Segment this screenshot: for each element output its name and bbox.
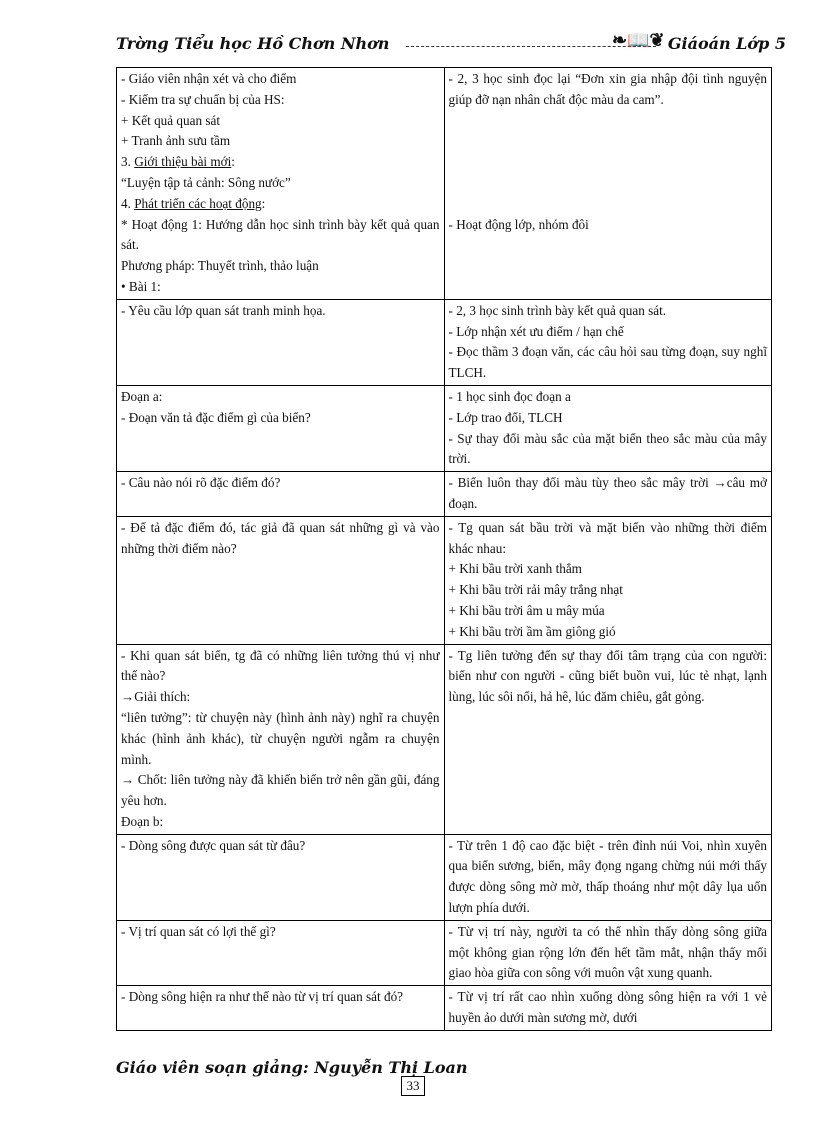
cell-line: - Dòng sông hiện ra như thế nào từ vị trí quan sát đó?	[121, 989, 404, 1005]
cell-line: * Hoạt động 1: Hướng dẫn học sinh trình bày kết quả quan sát.	[121, 216, 440, 253]
cell-line: - 2, 3 học sinh đọc lại “Đơn xin gia nhập đội tình nguyện giúp đỡ nạn nhân chất độc màu da cam”.	[448, 71, 767, 107]
teacher-activity-cell	[117, 920, 445, 985]
section-heading: Phát triển các hoạt động	[134, 195, 262, 211]
book-ornament-icon: ❧📖❦	[612, 30, 665, 51]
cell-line	[121, 194, 440, 215]
cell-line	[449, 194, 768, 215]
cell-line	[449, 152, 768, 173]
table-row	[117, 472, 772, 517]
lesson-table-body	[117, 68, 772, 1031]
cell-line: - Từ vị trí này, người ta có thể nhìn thấy dòng sông giữa một không gian rộng lớn đến hết tầm mắt, nhận thấy mối giao hòa giữa con sông với muôn vật xung quanh.	[448, 923, 767, 981]
cell-line: - Sự thay đổi màu sắc của mặt biển theo sắc màu của mây trời.	[448, 430, 767, 467]
cell-line: - Tg quan sát bầu trời và mặt biển vào những thời điểm khác nhau:	[448, 519, 767, 556]
cell-line: Đoạn a:	[121, 388, 163, 404]
section-colon: :	[261, 195, 266, 211]
student-activity-cell	[444, 385, 772, 471]
lesson-table-container	[116, 67, 772, 1031]
section-heading: Giới thiệu bài mới	[134, 154, 232, 170]
page-number: 33	[401, 1076, 425, 1096]
page-header	[116, 30, 786, 60]
cell-line: - Đọc thầm 3 đoạn văn, các câu hỏi sau từng đoạn, suy nghĩ TLCH.	[448, 344, 767, 381]
cell-line: - Vị trí quan sát có lợi thế gì?	[121, 923, 276, 939]
teacher-activity-cell	[117, 516, 445, 644]
cell-line: - Đoạn văn tả đặc điểm gì của biển?	[121, 409, 311, 425]
cell-line: - Biển luôn thay đổi màu tùy theo sắc mây trời →câu mở đoạn.	[448, 475, 767, 511]
cell-line: “liên tưởng”: từ chuyện này (hình ảnh này) nghĩ ra chuyện khác (hình ảnh khác), từ chuyện người ngẫm ra chuyện mình.	[121, 709, 440, 767]
cell-line: →Giải thích:	[121, 689, 191, 705]
cell-line: - Lớp trao đổi, TLCH	[448, 409, 563, 425]
student-activity-cell	[444, 986, 772, 1031]
lesson-table	[116, 67, 772, 1031]
cell-line: - Từ vị trí rất cao nhìn xuống dòng sông hiện ra với 1 vẻ huyền ảo dưới màn sương mờ, dưới	[448, 989, 767, 1026]
student-activity-cell	[444, 472, 772, 517]
table-row	[117, 299, 772, 385]
teacher-credit: Giáo viên soạn giảng: Nguyễn Thị Loan	[116, 1058, 468, 1077]
cell-line: “Luyện tập tả cảnh: Sông nước”	[121, 174, 291, 190]
cell-line: + Khi bầu trời ầm ầm giông gió	[448, 623, 616, 639]
cell-line: - Giáo viên nhận xét và cho điểm	[121, 71, 297, 86]
cell-line: + Khi bầu trời xanh thẳm	[448, 561, 582, 577]
section-colon: :	[231, 154, 235, 170]
table-row	[117, 385, 772, 471]
student-activity-cell	[444, 299, 772, 385]
section-number: 4.	[121, 195, 135, 211]
cell-line: - Dòng sông được quan sát từ đâu?	[121, 837, 306, 853]
student-activity-cell	[444, 920, 772, 985]
cell-line: • Bài 1:	[121, 278, 161, 294]
cell-line: - Để tả đặc điểm đó, tác giả đã quan sát những gì và vào những thời điểm nào?	[121, 519, 440, 556]
cell-line: - 2, 3 học sinh trình bày kết quả quan sát.	[448, 302, 667, 318]
cell-line: - Từ trên 1 độ cao đặc biệt - trên đỉnh núi Voi, nhìn xuyên qua biển sương, biển, mây đọng ngang chừng núi mới thấy được dòng sông mờ mờ, thấp thoáng như một dây lụa uốn lượn phía dưới.	[448, 837, 767, 916]
cell-line	[449, 131, 768, 152]
cell-line: - Khi quan sát biển, tg đã có những liên tưởng thú vị như thế nào?	[121, 647, 440, 684]
cell-line: → Chốt: liên tưởng này đã khiến biển trở nên gần gũi, đáng yêu hơn.	[121, 772, 440, 809]
cell-line: + Khi bầu trời rải mây trắng nhạt	[448, 582, 623, 598]
teacher-activity-cell	[117, 68, 445, 300]
cell-line	[449, 111, 768, 132]
cell-line: Đoạn b:	[121, 813, 164, 829]
school-name: Trờng Tiểu học Hồ Chơn Nhơn	[116, 34, 390, 53]
teacher-activity-cell	[117, 299, 445, 385]
cell-line: - Câu nào nói rõ đặc điểm đó?	[121, 475, 281, 491]
table-row	[117, 644, 772, 834]
student-activity-cell	[444, 834, 772, 920]
section-number: 3.	[121, 154, 135, 170]
cell-line: - 1 học sinh đọc đoạn a	[448, 388, 571, 404]
table-row	[117, 516, 772, 644]
teacher-activity-cell	[117, 644, 445, 834]
table-row	[117, 834, 772, 920]
cell-line: + Kết quả quan sát	[121, 112, 220, 128]
cell-line: + Tranh ảnh sưu tầm	[121, 133, 231, 149]
teacher-activity-cell	[117, 472, 445, 517]
table-row	[117, 920, 772, 985]
student-activity-cell	[444, 644, 772, 834]
table-row	[117, 986, 772, 1031]
lesson-plan-grade: Giáoán Lớp 5	[667, 34, 786, 53]
cell-line: - Hoạt động lớp, nhóm đôi	[448, 216, 589, 232]
teacher-activity-cell	[117, 834, 445, 920]
student-activity-cell	[444, 516, 772, 644]
cell-line: Phương pháp: Thuyết trình, thảo luận	[121, 258, 319, 274]
cell-line: - Kiểm tra sự chuẩn bị của HS:	[121, 91, 285, 107]
teacher-activity-cell	[117, 385, 445, 471]
cell-line	[121, 152, 440, 173]
cell-line: - Tg liên tưởng đến sự thay đổi tâm trạng của con người: biển như con người - cũng biết buồn vui, lúc tẻ nhạt, lạnh lùng, lúc sôi nổi, hả hê, lúc đăm chiêu, gắt gỏng.	[448, 647, 767, 705]
cell-line	[449, 173, 768, 194]
table-row	[117, 68, 772, 300]
cell-line: + Khi bầu trời âm u mây múa	[448, 602, 605, 618]
cell-line: - Yêu cầu lớp quan sát tranh minh họa.	[121, 302, 326, 318]
cell-line: - Lớp nhận xét ưu điểm / hạn chế	[448, 323, 624, 339]
teacher-activity-cell	[117, 986, 445, 1031]
student-activity-cell	[444, 68, 772, 300]
